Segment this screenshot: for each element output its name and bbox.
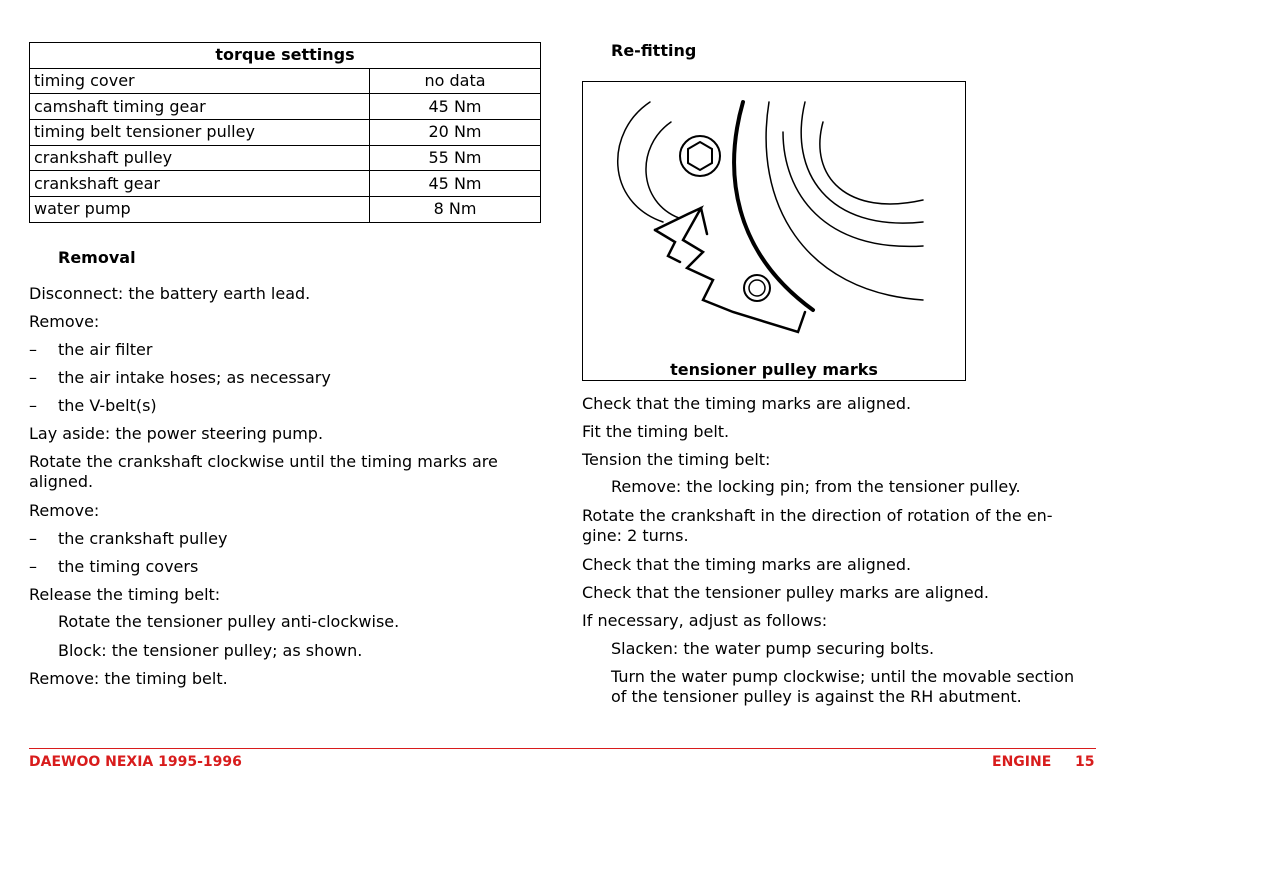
footer-page-number: 15 xyxy=(1075,754,1095,770)
list-item-text: the V-belt(s) xyxy=(58,396,157,415)
torque-settings-table xyxy=(29,42,541,223)
instruction-paragraph: Rotate the crankshaft clockwise until the timing marks are aligned. xyxy=(29,452,498,491)
dash-bullet: – xyxy=(29,368,37,387)
instruction-line: If necessary, adjust as follows: xyxy=(582,611,828,630)
instruction-line: Release the timing belt: xyxy=(29,585,221,604)
instruction-subline: Block: the tensioner pulley; as shown. xyxy=(58,641,363,660)
list-item xyxy=(29,557,198,577)
dash-bullet: – xyxy=(29,557,37,576)
table-cell-item: water pump xyxy=(30,197,370,223)
table-title: torque settings xyxy=(30,43,541,69)
list-item xyxy=(29,396,157,416)
instruction-line: Tension the timing belt: xyxy=(582,450,771,469)
table-cell-value: no data xyxy=(370,68,541,94)
footer-title: DAEWOO NEXIA 1995-1996 xyxy=(29,754,242,770)
table-header-row xyxy=(30,43,541,69)
instruction-line: Check that the tensioner pulley marks are aligned. xyxy=(582,583,989,602)
instruction-subline: Slacken: the water pump securing bolts. xyxy=(611,639,935,658)
removal-heading: Removal xyxy=(58,248,136,267)
instruction-line: Fit the timing belt. xyxy=(582,422,730,441)
tensioner-pulley-figure xyxy=(582,81,966,381)
table-cell-value: 20 Nm xyxy=(370,120,541,146)
refitting-heading: Re-fitting xyxy=(611,41,697,60)
dash-bullet: – xyxy=(29,340,37,359)
instruction-line: Remove: xyxy=(29,312,100,331)
table-row xyxy=(30,171,541,197)
instruction-line: Check that the timing marks are aligned. xyxy=(582,394,912,413)
footer-rule xyxy=(29,748,1096,749)
list-item xyxy=(29,368,331,388)
table-row xyxy=(30,68,541,94)
instruction-paragraph: Turn the water pump clockwise; until the movable section of the tensioner pulley is against the RH abutment. xyxy=(611,667,1075,706)
footer-section: ENGINE xyxy=(992,754,1052,770)
instruction-subline: Remove: the locking pin; from the tensioner pulley. xyxy=(611,477,1021,496)
table-cell-value: 45 Nm xyxy=(370,94,541,120)
table-row xyxy=(30,94,541,120)
table-cell-item: crankshaft pulley xyxy=(30,145,370,171)
list-item xyxy=(29,340,152,360)
table-cell-item: crankshaft gear xyxy=(30,171,370,197)
table-cell-item: camshaft timing gear xyxy=(30,94,370,120)
list-item xyxy=(29,529,227,549)
dash-bullet: – xyxy=(29,529,37,548)
table-cell-item: timing belt tensioner pulley xyxy=(30,120,370,146)
dash-bullet: – xyxy=(29,396,37,415)
table-row xyxy=(30,197,541,223)
figure-caption: tensioner pulley marks xyxy=(670,360,878,379)
table-row xyxy=(30,120,541,146)
instruction-line: Lay aside: the power steering pump. xyxy=(29,424,324,443)
table-cell-value: 55 Nm xyxy=(370,145,541,171)
table-cell-value: 8 Nm xyxy=(370,197,541,223)
tensioner-pulley-diagram xyxy=(583,82,965,380)
list-item-text: the air intake hoses; as necessary xyxy=(58,368,331,387)
instruction-line: Remove: xyxy=(29,501,100,520)
instruction-subline: Rotate the tensioner pulley anti-clockwise. xyxy=(58,612,400,631)
instruction-line: Disconnect: the battery earth lead. xyxy=(29,284,311,303)
list-item-text: the air filter xyxy=(58,340,153,359)
list-item-text: the crankshaft pulley xyxy=(58,529,228,548)
instruction-line: Remove: the timing belt. xyxy=(29,669,228,688)
table-cell-value: 45 Nm xyxy=(370,171,541,197)
table-cell-item: timing cover xyxy=(30,68,370,94)
table-row xyxy=(30,145,541,171)
instruction-paragraph: Rotate the crankshaft in the direction of rotation of the en- gine: 2 turns. xyxy=(582,506,1053,545)
instruction-line: Check that the timing marks are aligned. xyxy=(582,555,912,574)
list-item-text: the timing covers xyxy=(58,557,199,576)
